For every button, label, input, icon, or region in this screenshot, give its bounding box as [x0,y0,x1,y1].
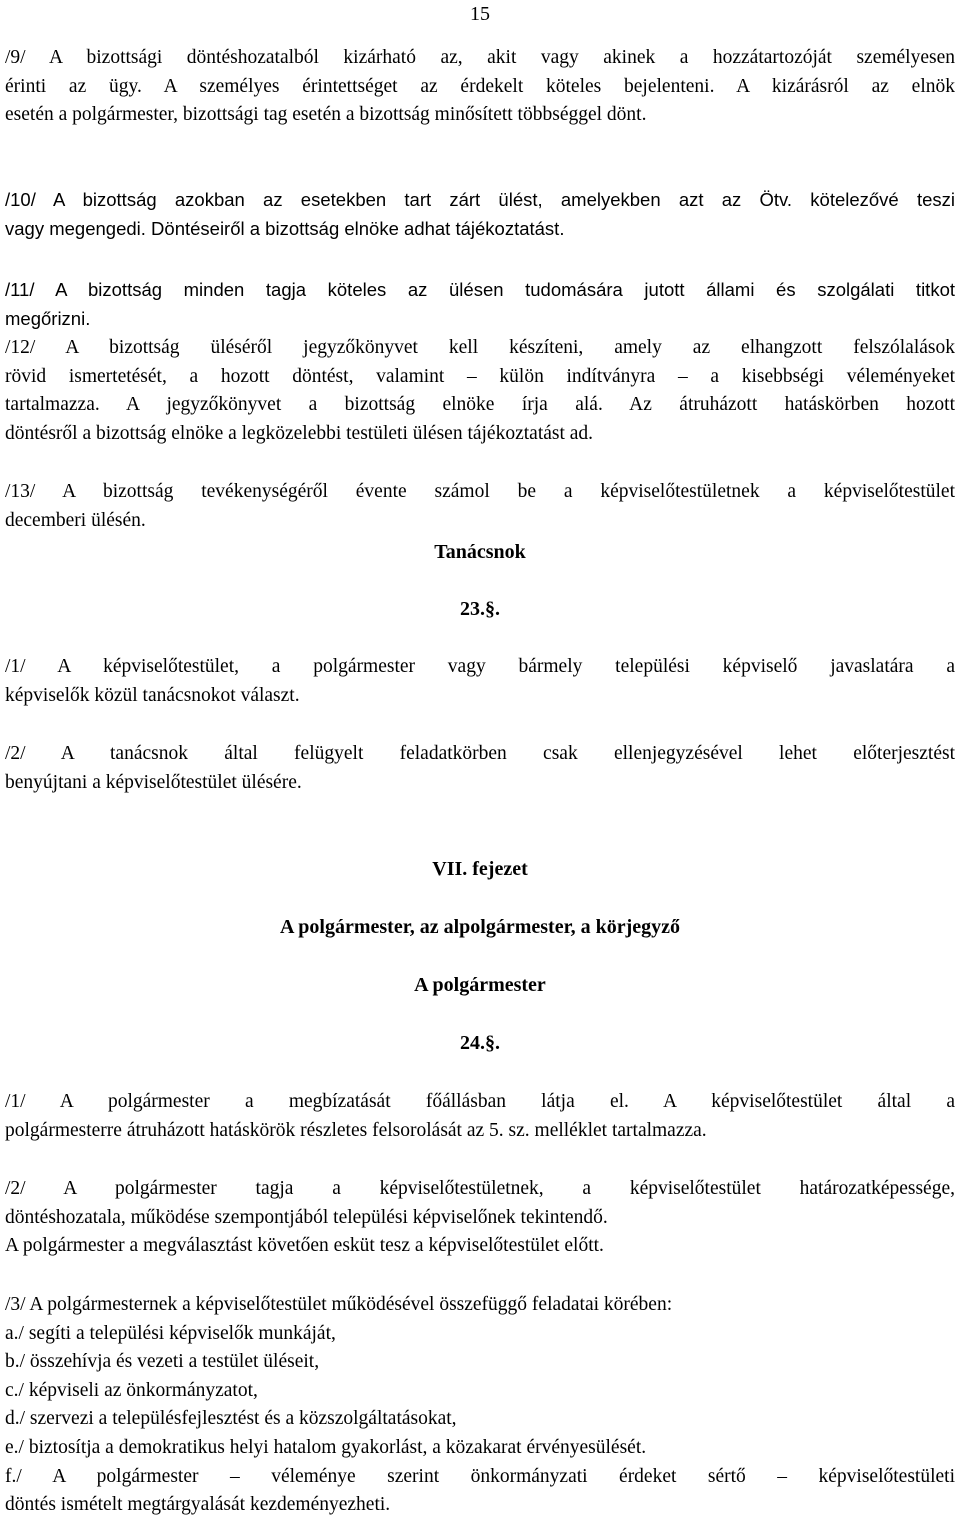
text-line: /10/ A bizottság azokban az esetekben tart zárt ülést, amelyekben azt az Ötv. kötelezővé teszi [5,189,955,210]
text-line: érinti az ügy. A személyes érintettséget az érdekelt köteles bejelenteni. A kizárásról az elnök [5,75,955,97]
page-number: 15 [470,3,490,25]
section-24-paragraph-1 [5,1088,955,1145]
section-24-paragraph-3 [5,1291,955,1520]
text-line: /9/ A bizottsági döntéshozatalból kizárható az, akit vagy akinek a hozzátartozóját személyesen [5,47,955,68]
list-item: a./ segíti a települési képviselők munkáját, [5,1322,336,1344]
text-line: döntéshozatala, működése szempontjából települési képviselőnek tekintendő. [5,1206,608,1228]
paragraph-9 [5,44,955,130]
text-line: /2/ A tanácsnok által felügyelt feladatkörben csak ellenjegyzésével lehet előterjesztést [5,743,955,764]
text-line: rövid ismertetését, a hozott döntést, valamint – külön indítványra – a kisebbségi véleményeket [5,365,955,387]
chapter-heading: VII. fejezet [432,858,528,880]
paragraph-12 [5,334,955,448]
list-item: d./ szervezi a településfejlesztést és a közszolgáltatásokat, [5,1408,457,1430]
text-line: megőrizni. [5,307,91,329]
text-line: tartalmazza. A jegyzőkönyvet a bizottság elnöke írja alá. Az átruházott hatáskörben hozott [5,394,955,416]
text-line: döntés ismételt megtárgyalását kezdeményezheti. [5,1494,391,1516]
heading-tanacsnok: Tanácsnok [434,541,526,563]
text-line: /12/ A bizottság üléséről jegyzőkönyvet kell készíteni, amely az elhangzott felszólalások [5,337,955,358]
section-23-paragraph-1 [5,653,955,710]
text-line: /2/ A polgármester tagja a képviselőtestületnek, a képviselőtestület határozatképessége, [5,1178,955,1199]
list-item: c./ képviseli az önkormányzatot, [5,1379,258,1401]
text-line: /3/ A polgármesternek a képviselőtestület működésével összefüggő feladatai körében: [5,1294,673,1315]
section-23-paragraph-2 [5,740,955,797]
paragraph-11 [5,276,955,333]
text-line: polgármesterre átruházott hatáskörök részletes felsorolását az 5. sz. melléklet tartalmazza. [5,1119,707,1141]
text-line: decemberi ülésén. [5,509,146,531]
text-line: esetén a polgármester, bizottsági tag esetén a bizottság minősített többséggel dönt. [5,104,647,126]
text-line: képviselők közül tanácsnokot választ. [5,684,300,706]
text-line: vagy megengedi. Döntéseiről a bizottság elnöke adhat tájékoztatást. [5,217,565,239]
subtitle-polgarmester: A polgármester [414,974,546,996]
chapter-title: A polgármester, az alpolgármester, a körjegyző [279,916,681,938]
section-24-paragraph-2 [5,1175,955,1261]
paragraph-10 [5,186,955,243]
text-line: benyújtani a képviselőtestület ülésére. [5,771,302,793]
text-line: döntésről a bizottság elnöke a legközelebbi testületi ülésen tájékoztatást ad. [5,422,594,444]
text-line: /13/ A bizottság tevékenységéről évente számol be a képviselőtestületnek a képviselőtestület [5,481,955,502]
section-23-heading: 23.§. [460,598,500,620]
list-item: f./ A polgármester – véleménye szerint önkormányzati érdeket sértő – képviselőtestületi [5,1465,955,1487]
text-line: /1/ A képviselőtestület, a polgármester vagy bármely települési képviselő javaslatára a [5,656,955,677]
text-line: /1/ A polgármester a megbízatását főállásban látja el. A képviselőtestület által a [5,1091,955,1112]
paragraph-13 [5,478,955,535]
text-line: /11/ A bizottság minden tagja köteles az ülésen tudomására jutott állami és szolgálati titkot [5,279,955,300]
section-24-heading: 24.§. [460,1032,500,1054]
list-item: e./ biztosítja a demokratikus helyi hatalom gyakorlást, a közakarat érvényesülését. [5,1436,647,1458]
list-item: b./ összehívja és vezeti a testület üléseit, [5,1351,320,1373]
text-line: A polgármester a megválasztást követően esküt tesz a képviselőtestület előtt. [5,1235,604,1257]
